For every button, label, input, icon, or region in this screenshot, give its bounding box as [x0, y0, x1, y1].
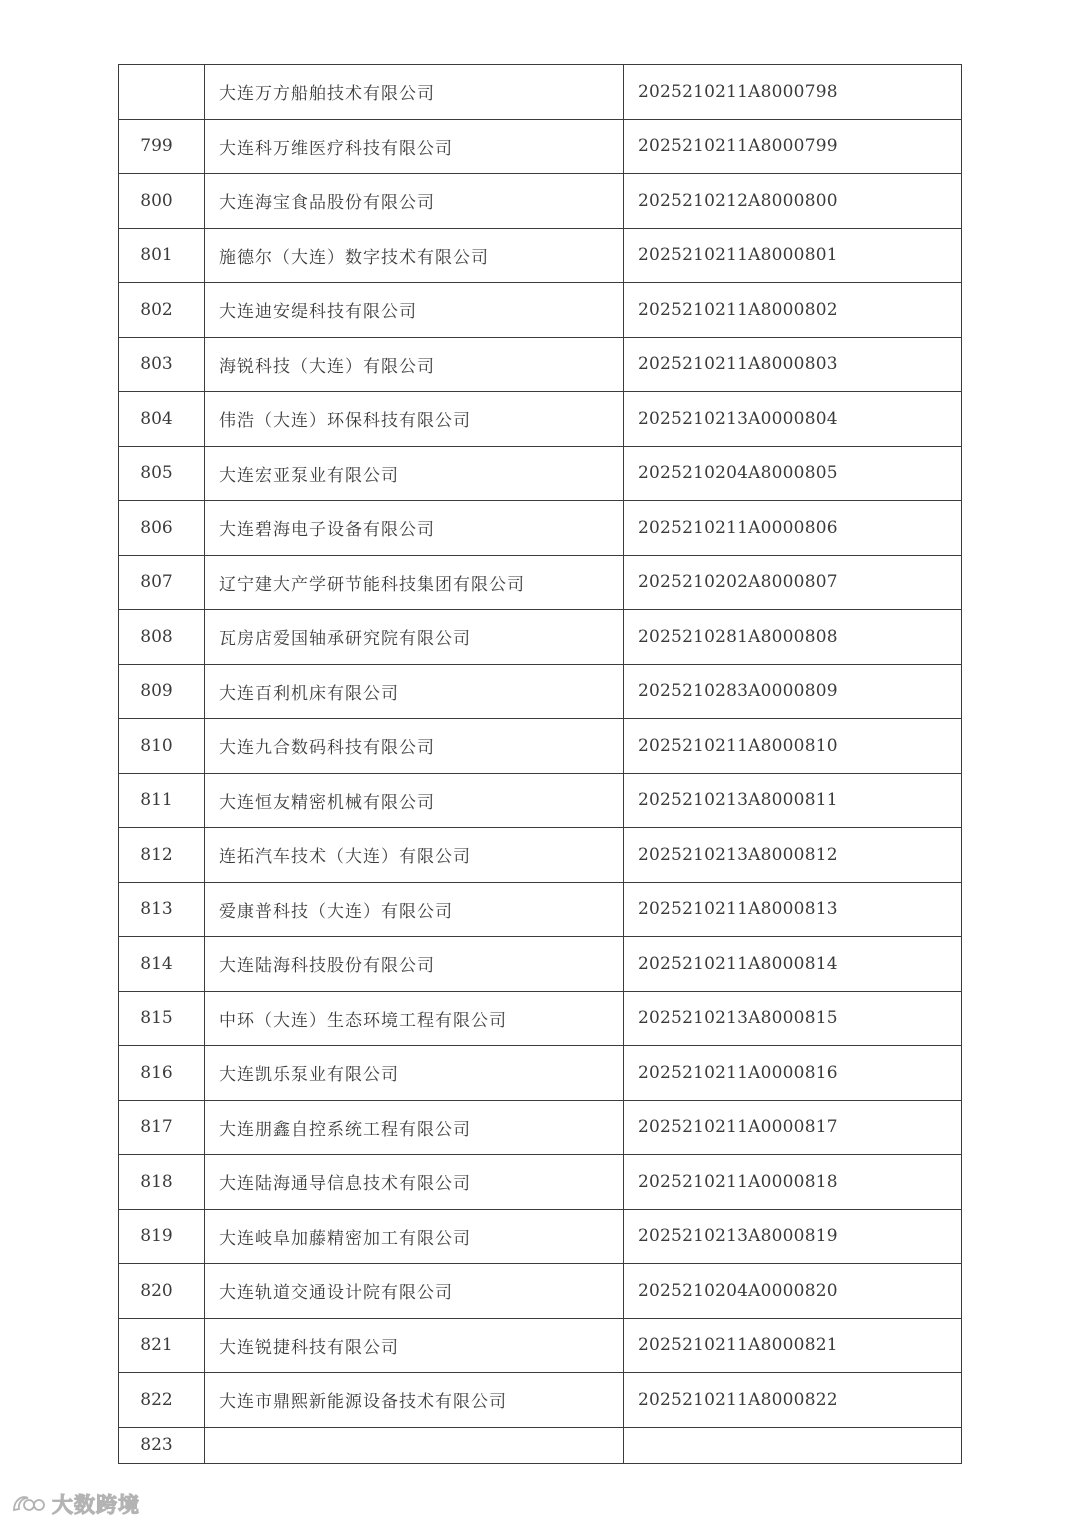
row-number: 811	[119, 773, 205, 828]
row-number: 823	[119, 1427, 205, 1463]
registration-code: 2025210211A8000822	[624, 1373, 962, 1428]
table-row	[119, 119, 962, 174]
row-number: 809	[119, 664, 205, 719]
table-row	[119, 1100, 962, 1155]
company-name: 大连科万维医疗科技有限公司	[205, 119, 624, 174]
row-number: 818	[119, 1155, 205, 1210]
company-name	[205, 1427, 624, 1463]
table-row	[119, 1373, 962, 1428]
row-number: 812	[119, 828, 205, 883]
company-name: 大连朋鑫自控系统工程有限公司	[205, 1100, 624, 1155]
registration-code: 2025210211A8000801	[624, 228, 962, 283]
table-row	[119, 610, 962, 665]
company-name: 大连万方船舶技术有限公司	[205, 65, 624, 120]
company-name: 大连陆海通导信息技术有限公司	[205, 1155, 624, 1210]
table-row	[119, 283, 962, 338]
company-name: 大连海宝食品股份有限公司	[205, 174, 624, 229]
registration-code: 2025210211A0000806	[624, 501, 962, 556]
registration-code: 2025210211A8000814	[624, 937, 962, 992]
registration-code: 2025210202A8000807	[624, 555, 962, 610]
company-name: 施德尔（大连）数字技术有限公司	[205, 228, 624, 283]
row-number: 799	[119, 119, 205, 174]
table-row	[119, 446, 962, 501]
row-number: 813	[119, 882, 205, 937]
table-row	[119, 664, 962, 719]
registration-code: 2025210213A8000815	[624, 991, 962, 1046]
table-row	[119, 501, 962, 556]
row-number: 803	[119, 337, 205, 392]
watermark	[12, 1488, 140, 1520]
row-number: 820	[119, 1264, 205, 1319]
registration-code: 2025210204A8000805	[624, 446, 962, 501]
registration-code: 2025210213A8000811	[624, 773, 962, 828]
table-row	[119, 773, 962, 828]
table-row	[119, 937, 962, 992]
table-row	[119, 555, 962, 610]
registration-code: 2025210211A8000810	[624, 719, 962, 774]
company-name: 大连恒友精密机械有限公司	[205, 773, 624, 828]
row-number: 805	[119, 446, 205, 501]
company-registry-table	[118, 64, 962, 1464]
company-name: 海锐科技（大连）有限公司	[205, 337, 624, 392]
registry-table-body	[119, 65, 962, 1464]
table-row	[119, 337, 962, 392]
registration-code: 2025210211A8000813	[624, 882, 962, 937]
company-name: 辽宁建大产学研节能科技集团有限公司	[205, 555, 624, 610]
company-registry-sheet	[118, 64, 961, 1464]
company-name: 大连岐阜加藤精密加工有限公司	[205, 1209, 624, 1264]
registration-code: 2025210281A8000808	[624, 610, 962, 665]
row-number: 807	[119, 555, 205, 610]
company-name: 大连陆海科技股份有限公司	[205, 937, 624, 992]
company-name: 瓦房店爱国轴承研究院有限公司	[205, 610, 624, 665]
company-name: 伟浩（大连）环保科技有限公司	[205, 392, 624, 447]
registration-code	[624, 1427, 962, 1463]
registration-code: 2025210211A0000818	[624, 1155, 962, 1210]
row-number: 816	[119, 1046, 205, 1101]
row-number: 800	[119, 174, 205, 229]
row-number: 822	[119, 1373, 205, 1428]
registration-code: 2025210204A0000820	[624, 1264, 962, 1319]
registration-code: 2025210283A0000809	[624, 664, 962, 719]
row-number: 802	[119, 283, 205, 338]
company-name: 大连市鼎熙新能源设备技术有限公司	[205, 1373, 624, 1428]
company-name: 大连轨道交通设计院有限公司	[205, 1264, 624, 1319]
registration-code: 2025210212A8000800	[624, 174, 962, 229]
table-row	[119, 1264, 962, 1319]
registration-code: 2025210211A8000821	[624, 1318, 962, 1373]
row-number: 804	[119, 392, 205, 447]
row-number: 817	[119, 1100, 205, 1155]
table-row	[119, 392, 962, 447]
row-number	[119, 65, 205, 120]
dashuju-logo-icon	[12, 1492, 46, 1516]
company-name: 大连迪安缇科技有限公司	[205, 283, 624, 338]
registration-code: 2025210211A8000803	[624, 337, 962, 392]
company-name: 大连九合数码科技有限公司	[205, 719, 624, 774]
table-row	[119, 1046, 962, 1101]
table-row	[119, 1318, 962, 1373]
registration-code: 2025210211A8000798	[624, 65, 962, 120]
company-name: 大连宏亚泵业有限公司	[205, 446, 624, 501]
registration-code: 2025210211A8000799	[624, 119, 962, 174]
row-number: 815	[119, 991, 205, 1046]
watermark-text: 大数跨境	[52, 1493, 140, 1517]
row-number: 806	[119, 501, 205, 556]
registration-code: 2025210211A0000816	[624, 1046, 962, 1101]
table-row	[119, 828, 962, 883]
row-number: 808	[119, 610, 205, 665]
company-name: 大连百利机床有限公司	[205, 664, 624, 719]
table-row	[119, 174, 962, 229]
table-row	[119, 1155, 962, 1210]
table-row	[119, 882, 962, 937]
company-name: 大连锐捷科技有限公司	[205, 1318, 624, 1373]
company-name: 中环（大连）生态环境工程有限公司	[205, 991, 624, 1046]
registration-code: 2025210213A8000812	[624, 828, 962, 883]
row-number: 814	[119, 937, 205, 992]
company-name: 连拓汽车技术（大连）有限公司	[205, 828, 624, 883]
registration-code: 2025210213A8000819	[624, 1209, 962, 1264]
table-row	[119, 991, 962, 1046]
row-number: 819	[119, 1209, 205, 1264]
registration-code: 2025210211A8000802	[624, 283, 962, 338]
row-number: 810	[119, 719, 205, 774]
table-row	[119, 1209, 962, 1264]
table-row	[119, 719, 962, 774]
registration-code: 2025210213A0000804	[624, 392, 962, 447]
company-name: 大连凯乐泵业有限公司	[205, 1046, 624, 1101]
table-row	[119, 228, 962, 283]
company-name: 大连碧海电子设备有限公司	[205, 501, 624, 556]
table-row	[119, 1427, 962, 1463]
table-row	[119, 65, 962, 120]
row-number: 801	[119, 228, 205, 283]
row-number: 821	[119, 1318, 205, 1373]
registration-code: 2025210211A0000817	[624, 1100, 962, 1155]
company-name: 爱康普科技（大连）有限公司	[205, 882, 624, 937]
